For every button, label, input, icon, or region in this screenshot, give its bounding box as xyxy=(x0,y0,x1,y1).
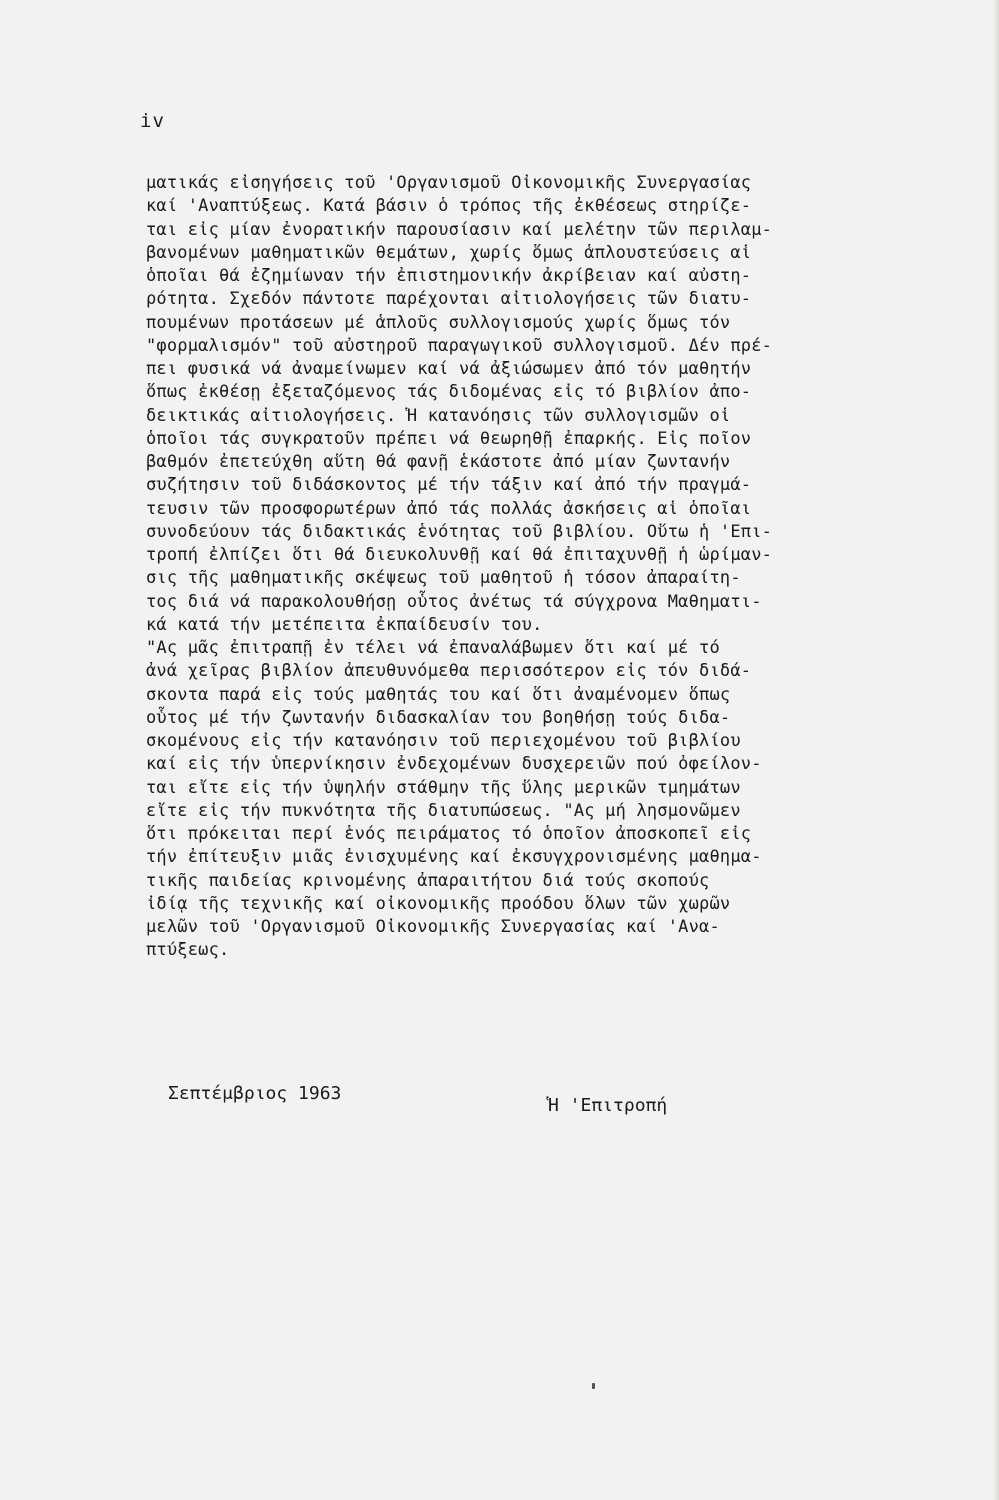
text-line: κά κατά τήν μετέπειτα ἐκπαίδευσίν του. xyxy=(146,614,543,635)
text-line: εἴτε εἰς τήν πυκνότητα τῆς διατυπώσεως. "Ας μή λησμονῶμεν xyxy=(146,800,741,821)
text-line: βαθμόν ἐπετεύχθη αὕτη θά φανῇ ἑκάστοτε ἀπό μίαν ζωντανήν xyxy=(146,452,731,472)
text-line: τικῆς παιδείας κρινομένης ἀπαραιτήτου διά τούς σκοπούς xyxy=(146,870,710,891)
body-text xyxy=(146,172,886,963)
text-line: σκομένους εἰς τήν κατανόησιν τοῦ περιεχομένου τοῦ βιβλίου xyxy=(146,731,741,751)
signature-line: Ἡ 'Επιτροπή xyxy=(548,1095,668,1116)
text-line: συνοδεύουν τάς διδακτικάς ἑνότητας τοῦ βιβλίου. Οὕτω ἡ 'Επι- xyxy=(146,521,773,542)
text-line: ὁποῖοι τάς συγκρατοῦν πρέπει νά θεωρηθῇ ἐπαρκής. Εἰς ποῖον xyxy=(146,428,752,449)
text-line: πει φυσικά νά ἀναμείνωμεν καί νά ἀξιώσωμεν ἀπό τόν μαθητήν xyxy=(146,359,752,379)
text-line: σκοντα παρά εἰς τούς μαθητάς του καί ὅτι ἀναμένομεν ὅπως xyxy=(146,684,731,705)
text-line: ὅτι πρόκειται περί ἑνός πειράματος τό ὁποῖον ἀποσκοπεῖ εἰς xyxy=(146,824,752,844)
text-line: ἰδίᾳ τῆς τεχνικῆς καί οἰκονομικῆς προόδου ὅλων τῶν χωρῶν xyxy=(146,893,731,914)
text-line: πουμένων προτάσεων μέ ἁπλοῦς συλλογισμούς χωρίς ὅμως τόν xyxy=(146,312,731,333)
text-line: συζήτησιν τοῦ διδάσκοντος μέ τήν τάξιν καί ἀπό τήν πραγμά- xyxy=(146,475,752,496)
text-line: δεικτικάς αἰτιολογήσεις. Ἡ κατανόησις τῶν συλλογισμῶν οἱ xyxy=(146,405,731,426)
text-line: τήν ἐπίτευξιν μιᾶς ἐνισχυμένης καί ἐκσυγχρονισμένης μαθημα- xyxy=(146,847,762,868)
text-line: τος διά νά παρακολουθήσῃ οὗτος ἀνέτως τά σύγχρονα Μαθηματι- xyxy=(146,591,762,612)
text-line: ὁποῖαι θά ἐζημίωναν τήν ἐπιστημονικήν ἀκρίβειαν καί αὐστη- xyxy=(146,266,752,286)
text-line: μελῶν τοῦ 'Οργανισμοῦ Οἰκονομικῆς Συνεργασίας καί 'Ανα- xyxy=(146,917,720,937)
text-line: καί εἰς τήν ὑπερνίκησιν ἐνδεχομένων δυσχερειῶν πού ὀφείλον- xyxy=(146,754,762,775)
text-line: ται εἴτε εἰς τήν ὑψηλήν στάθμην τῆς ὕλης μερικῶν τμημάτων xyxy=(146,777,741,798)
text-line: "Ας μᾶς ἐπιτραπῇ ἐν τέλει νά ἐπαναλάβωμεν ὅτι καί μέ τό xyxy=(146,638,720,658)
text-line: ται εἰς μίαν ἐνορατικήν παρουσίασιν καί μελέτην τῶν περιλαμ- xyxy=(146,219,773,240)
text-line: ματικάς εἰσηγήσεις τοῦ 'Οργανισμοῦ Οἰκονομικῆς Συνεργασίας xyxy=(146,173,752,193)
text-line: "φορμαλισμόν" τοῦ αὐστηροῦ παραγωγικοῦ συλλογισμοῦ. Δέν πρέ- xyxy=(146,335,773,356)
date-line: Σεπτέμβριος 1963 xyxy=(168,1083,342,1104)
text-line: τευσιν τῶν προσφορωτέρων ἀπό τάς πολλάς ἀσκήσεις αἱ ὁποῖαι xyxy=(146,498,752,519)
text-line: βανομένων μαθηματικῶν θεμάτων, χωρίς ὅμως ἁπλουστεύσεις αἱ xyxy=(146,242,752,263)
page-number: iv xyxy=(140,110,165,132)
text-line: οὗτος μέ τήν ζωντανήν διδασκαλίαν του βοηθήσῃ τούς διδα- xyxy=(146,707,731,728)
text-line: πτύξεως. xyxy=(146,940,230,961)
text-line: τροπή ἐλπίζει ὅτι θά διευκολυνθῇ καί θά ἐπιταχυνθῇ ἡ ὡρίμαν- xyxy=(146,545,773,565)
text-line: ὅπως ἐκθέσῃ ἐξεταζόμενος τάς διδομένας εἰς τό βιβλίον ἀπο- xyxy=(146,382,752,403)
text-line: ρότητα. Σχεδόν πάντοτε παρέχονται αἰτιολογήσεις τῶν διατυ- xyxy=(146,289,752,310)
stray-ink-mark xyxy=(592,1383,595,1389)
text-line: ἀνά χεῖρας βιβλίον ἀπευθυνόμεθα περισσότερον εἰς τόν διδά- xyxy=(146,661,752,682)
page-edge-shadow xyxy=(993,0,999,1500)
text-line: σις τῆς μαθηματικῆς σκέψεως τοῦ μαθητοῦ ἡ τόσον ἀπαραίτη- xyxy=(146,568,741,589)
text-line: καί 'Αναπτύξεως. Κατά βάσιν ὁ τρόπος τῆς ἐκθέσεως στηρίζε- xyxy=(146,196,752,217)
